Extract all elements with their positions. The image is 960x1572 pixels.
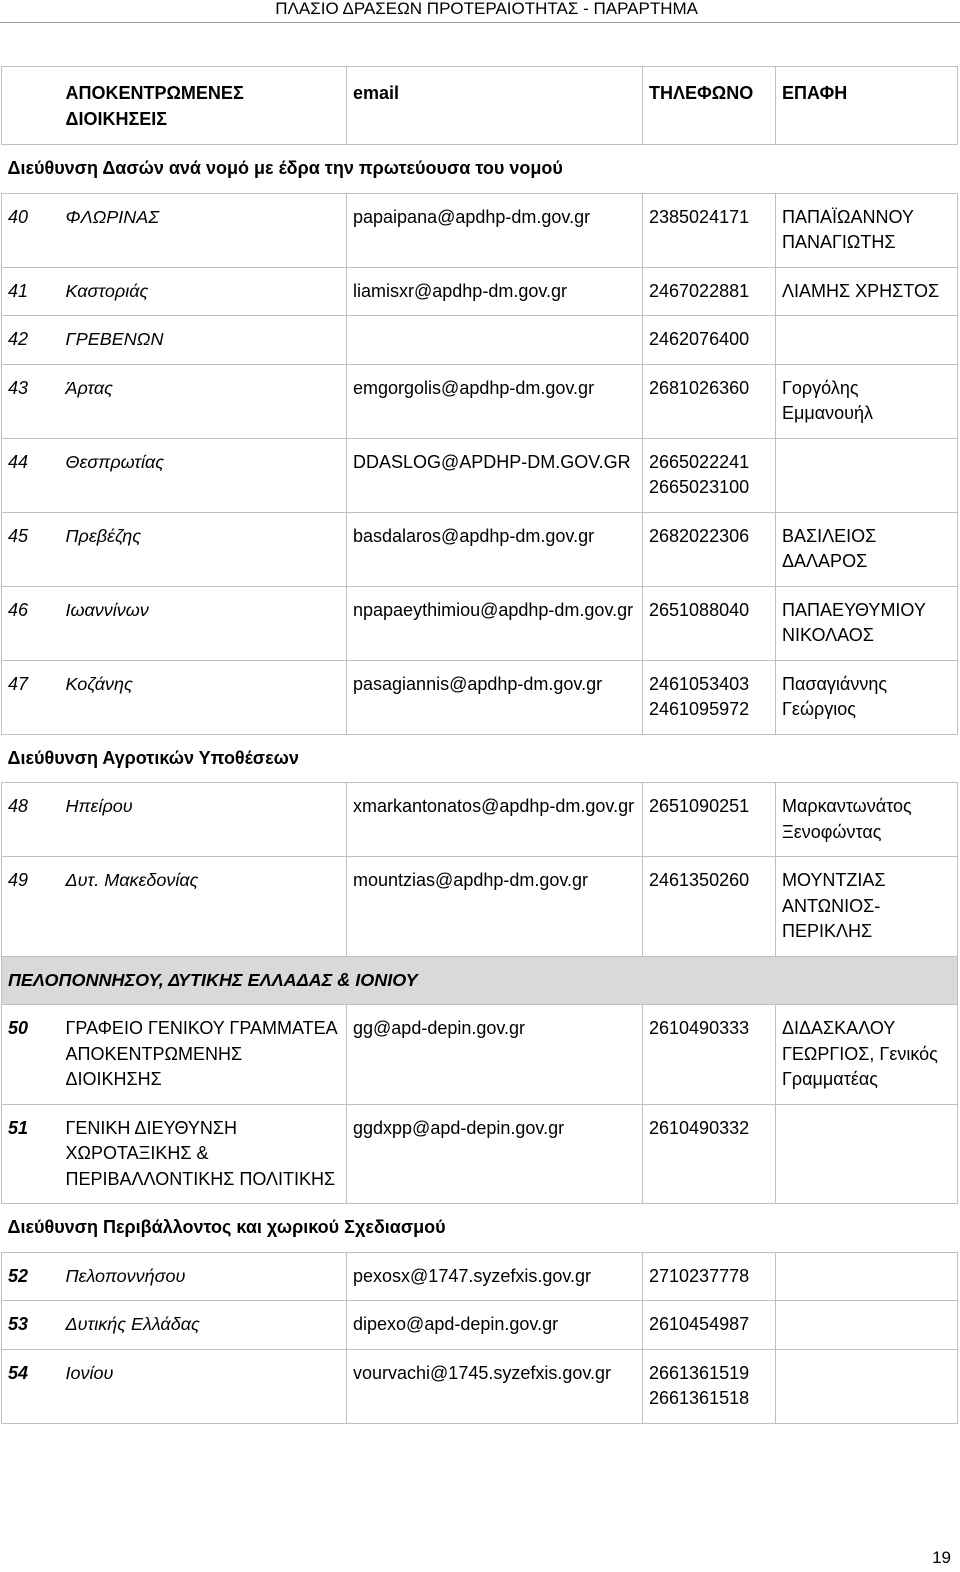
row-name: Καστοριάς: [60, 267, 347, 316]
row-phone-cell: [643, 1349, 776, 1423]
row-contact: Γοργόλης Εμμανουήλ: [776, 364, 958, 438]
row-phone: 2385024171: [643, 193, 776, 267]
page-number: 19: [932, 1548, 951, 1567]
table-row: [2, 1104, 958, 1204]
table-row: [2, 267, 958, 316]
row-phone-secondary: 2665023100: [649, 477, 750, 497]
row-number: 46: [2, 586, 60, 660]
row-email: ggdxpp@apd-depin.gov.gr: [347, 1104, 643, 1204]
row-phone: 2610454987: [643, 1301, 776, 1350]
region-row: [2, 956, 958, 1005]
row-phone: 2710237778: [643, 1252, 776, 1301]
row-email: pexosx@1747.syzefxis.gov.gr: [347, 1252, 643, 1301]
row-number: 40: [2, 193, 60, 267]
row-email: mountzias@apdhp-dm.gov.gr: [347, 857, 643, 957]
table-row: [2, 660, 958, 734]
row-name: Δυτ. Μακεδονίας: [60, 857, 347, 957]
table-row: [2, 586, 958, 660]
table-row: [2, 783, 958, 857]
row-contact: ΜΟΥΝΤΖΙΑΣ ΑΝΤΩΝΙΟΣ-ΠΕΡΙΚΛΗΣ: [776, 857, 958, 957]
row-number: 53: [2, 1301, 60, 1350]
row-name: ΓΡΑΦΕΙΟ ΓΕΝΙΚΟΥ ΓΡΑΜΜΑΤΕΑ ΑΠΟΚΕΝΤΡΩΜΕΝΗΣ ΔΙΟΙΚΗΣΗΣ: [60, 1005, 347, 1105]
row-phone: 2610490332: [643, 1104, 776, 1204]
row-phone: 2461350260: [643, 857, 776, 957]
table-row: [2, 1349, 958, 1423]
row-number: 50: [2, 1005, 60, 1105]
row-phone-secondary: 2461095972: [649, 699, 750, 719]
row-phone: 2661361519: [649, 1362, 750, 1383]
page-header-title: ΠΛΑΣΙΟ ΔΡΑΣΕΩΝ ΠΡΟΤΕΡΑΙΟΤΗΤΑΣ - ΠΑΡΑΡΤΗΜΑ: [275, 0, 698, 18]
row-name: Ιονίου: [60, 1349, 347, 1423]
table-row: [2, 1005, 958, 1105]
row-name: ΦΛΩΡΙΝΑΣ: [60, 193, 347, 267]
row-phone-secondary: 2661361518: [649, 1388, 750, 1408]
row-contact: [776, 438, 958, 512]
row-contact: [776, 1301, 958, 1350]
row-number: 43: [2, 364, 60, 438]
row-phone: 2651090251: [643, 783, 776, 857]
section-title: Διεύθυνση Περιβάλλοντος και χωρικού Σχεδιασμού: [2, 1204, 958, 1253]
row-name: ΓΡΕΒΕΝΩΝ: [60, 316, 347, 365]
row-name: Κοζάνης: [60, 660, 347, 734]
row-number: 41: [2, 267, 60, 316]
row-phone: 2651088040: [643, 586, 776, 660]
row-name: Δυτικής Ελλάδας: [60, 1301, 347, 1350]
row-email: pasagiannis@apdhp-dm.gov.gr: [347, 660, 643, 734]
section-title: Διεύθυνση Αγροτικών Υποθέσεων: [2, 734, 958, 783]
row-name: Ηπείρου: [60, 783, 347, 857]
table-row: [2, 193, 958, 267]
row-contact: ΠΑΠΑΪΩΑΝΝΟΥ ΠΑΝΑΓΙΩΤΗΣ: [776, 193, 958, 267]
row-number: 51: [2, 1104, 60, 1204]
row-email: papaipana@apdhp-dm.gov.gr: [347, 193, 643, 267]
header-email: email: [347, 67, 643, 145]
header-name: ΑΠΟΚΕΝΤΡΩΜΕΝΕΣ ΔΙΟΙΚΗΣΕΙΣ: [60, 67, 347, 145]
row-name: Άρτας: [60, 364, 347, 438]
row-contact: [776, 1252, 958, 1301]
row-email: emgorgolis@apdhp-dm.gov.gr: [347, 364, 643, 438]
row-number: 48: [2, 783, 60, 857]
table-row: [2, 512, 958, 586]
row-phone: 2610490333: [643, 1005, 776, 1105]
table-header-row: [2, 67, 958, 145]
row-number: 54: [2, 1349, 60, 1423]
row-contact: ΒΑΣΙΛΕΙΟΣ ΔΑΛΑΡΟΣ: [776, 512, 958, 586]
row-email: [347, 316, 643, 365]
row-name: Ιωαννίνων: [60, 586, 347, 660]
row-phone: 2461053403: [649, 673, 750, 694]
row-contact: ΛΙΑΜΗΣ ΧΡΗΣΤΟΣ: [776, 267, 958, 316]
row-phone: 2681026360: [643, 364, 776, 438]
table-row: [2, 438, 958, 512]
row-email: dipexo@apd-depin.gov.gr: [347, 1301, 643, 1350]
row-contact: [776, 1104, 958, 1204]
row-name: ΓΕΝΙΚΗ ΔΙΕΥΘΥΝΣΗ ΧΩΡΟΤΑΞΙΚΗΣ & ΠΕΡΙΒΑΛΛΟΝΤΙΚΗΣ ΠΟΛΙΤΙΚΗΣ: [60, 1104, 347, 1204]
region-title: ΠΕΛΟΠΟΝΝΗΣΟΥ, ΔΥΤΙΚΗΣ ΕΛΛΑΔΑΣ & ΙΟΝΙΟΥ: [2, 956, 958, 1005]
row-name: Θεσπρωτίας: [60, 438, 347, 512]
row-contact: [776, 316, 958, 365]
row-contact: [776, 1349, 958, 1423]
row-name: Πρεβέζης: [60, 512, 347, 586]
table-row: [2, 1252, 958, 1301]
header-rule: [0, 22, 960, 23]
row-contact: Μαρκαντωνάτος Ξενοφώντας: [776, 783, 958, 857]
row-email: DDASLOG@APDHP-DM.GOV.GR: [347, 438, 643, 512]
row-number: 45: [2, 512, 60, 586]
section-row: [2, 145, 958, 194]
row-phone-cell: [643, 438, 776, 512]
row-email: npapaeythimiou@apdhp-dm.gov.gr: [347, 586, 643, 660]
row-phone: 2665022241: [649, 451, 750, 472]
row-email: gg@apd-depin.gov.gr: [347, 1005, 643, 1105]
header-contact: ΕΠΑΦΗ: [776, 67, 958, 145]
table-row: [2, 1301, 958, 1350]
table-row: [2, 364, 958, 438]
row-phone: 2682022306: [643, 512, 776, 586]
row-phone: 2462076400: [643, 316, 776, 365]
row-phone: 2467022881: [643, 267, 776, 316]
row-email: vourvachi@1745.syzefxis.gov.gr: [347, 1349, 643, 1423]
section-row: [2, 734, 958, 783]
row-number: 42: [2, 316, 60, 365]
row-email: liamisxr@apdhp-dm.gov.gr: [347, 267, 643, 316]
row-number: 47: [2, 660, 60, 734]
row-name: Πελοποννήσου: [60, 1252, 347, 1301]
section-row: [2, 1204, 958, 1253]
row-number: 52: [2, 1252, 60, 1301]
section-title: Διεύθυνση Δασών ανά νομό με έδρα την πρωτεύουσα του νομού: [2, 145, 958, 194]
header-phone: ΤΗΛΕΦΩΝΟ: [643, 67, 776, 145]
row-email: basdalaros@apdhp-dm.gov.gr: [347, 512, 643, 586]
row-contact: ΠΑΠΑΕΥΘΥΜΙΟΥ ΝΙΚΟΛΑΟΣ: [776, 586, 958, 660]
row-number: 44: [2, 438, 60, 512]
row-phone-cell: [643, 660, 776, 734]
row-contact: ΔΙΔΑΣΚΑΛΟΥ ΓΕΩΡΓΙΟΣ, Γενικός Γραμματέας: [776, 1005, 958, 1105]
table-row: [2, 857, 958, 957]
table-row: [2, 316, 958, 365]
row-number: 49: [2, 857, 60, 957]
row-email: xmarkantonatos@apdhp-dm.gov.gr: [347, 783, 643, 857]
row-contact: Πασαγιάννης Γεώργιος: [776, 660, 958, 734]
contacts-table: [1, 66, 958, 1424]
